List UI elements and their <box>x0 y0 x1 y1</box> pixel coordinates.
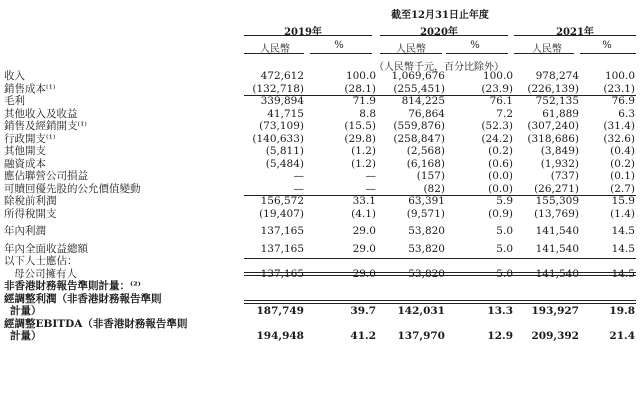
amount-cell: (9,571) <box>406 207 445 220</box>
table-row <box>4 170 635 183</box>
amount-cell: (307,240) <box>527 120 579 132</box>
year-header-row <box>0 22 640 36</box>
percent-cell: (23.9) <box>481 82 513 95</box>
amount-cell: — <box>293 182 304 195</box>
amount-cell: 137,165 <box>260 267 304 280</box>
amount-cell: (255,451) <box>393 82 445 95</box>
percent-cell: 29.0 <box>352 242 376 255</box>
percent-cell: 13.3 <box>487 305 513 317</box>
percent-cell <box>445 280 513 293</box>
unit-underline <box>580 53 636 54</box>
row-label: 除稅前利潤 <box>4 195 57 207</box>
percent-cell: (1.2) <box>351 145 376 157</box>
row-label: 收入 <box>4 70 25 82</box>
amount-cell: (2,568) <box>406 145 445 157</box>
table-row <box>4 70 635 83</box>
row-label: 可贖回優先股的公允價值變動 <box>4 182 141 195</box>
percent-cell: (2.7) <box>610 182 635 195</box>
percent-cell: 100.0 <box>604 70 635 82</box>
amount-cell: 194,948 <box>256 330 304 342</box>
amount-cell: 141,540 <box>535 225 579 237</box>
percent-cell: 21.4 <box>609 330 635 342</box>
amount-cell <box>244 318 304 331</box>
total-double-rule <box>244 272 636 276</box>
amount-cell: (132,718) <box>252 82 304 95</box>
table-row <box>4 195 635 208</box>
percent-cell: (24.2) <box>481 132 513 145</box>
amount-cell <box>513 255 579 268</box>
percent-cell: (0.1) <box>610 170 635 182</box>
amount-cell: 41,715 <box>267 107 304 120</box>
percent-cell: (52.3) <box>481 120 513 132</box>
percent-cell: 29.0 <box>352 267 376 280</box>
table-row <box>4 255 635 268</box>
percent-cell: (28.1) <box>344 82 376 95</box>
percent-cell <box>579 318 635 331</box>
year-2021: 2021年 <box>556 27 594 38</box>
percent-cell: 41.2 <box>350 330 376 342</box>
amount-cell: 142,031 <box>397 305 445 317</box>
row-label: 應佔聯營公司損益 <box>4 170 88 182</box>
amount-cell <box>513 318 579 331</box>
percent-cell: 5.0 <box>496 225 513 237</box>
period-header: 截至12月31日止年度 <box>391 10 489 21</box>
amount-cell: 53,820 <box>408 225 445 237</box>
amount-cell: 472,612 <box>260 70 304 82</box>
percent-cell: 76.9 <box>611 95 635 107</box>
percent-cell <box>579 280 635 293</box>
unit-underline <box>514 53 574 54</box>
table-row <box>4 330 635 343</box>
percent-cell <box>445 318 513 331</box>
amount-cell: (82) <box>423 182 445 195</box>
percent-cell: (0.0) <box>488 170 513 182</box>
amount-cell: 187,749 <box>256 305 304 317</box>
amount-cell: (140,633) <box>252 132 304 145</box>
amount-cell: 141,540 <box>535 267 579 280</box>
subtotal-rule <box>244 195 636 196</box>
unit-currency: 人民幣 <box>396 44 426 55</box>
table-row <box>4 120 635 133</box>
percent-cell: 39.7 <box>350 305 376 317</box>
table-row <box>4 83 635 96</box>
row-label: 非香港財務報告準則計量：⁽²⁾ <box>4 280 141 292</box>
percent-cell: 19.8 <box>609 305 635 317</box>
amount-cell: (157) <box>416 170 445 182</box>
row-label: 毛利 <box>4 95 25 107</box>
percent-cell: 29.0 <box>352 225 376 237</box>
percent-cell: 76.1 <box>489 95 513 107</box>
amount-cell: (73,109) <box>259 120 304 132</box>
percent-cell: (0.2) <box>610 157 635 170</box>
percent-cell: 7.2 <box>496 107 513 120</box>
row-label: 以下人士應佔： <box>4 255 78 267</box>
amount-cell: (13,769) <box>534 207 579 220</box>
amount-cell: (5,811) <box>265 145 304 157</box>
table-row <box>4 208 635 221</box>
unit-underline <box>310 53 372 54</box>
amount-cell: 53,820 <box>408 242 445 255</box>
percent-cell: 5.9 <box>496 195 513 207</box>
amount-cell: 155,309 <box>535 195 579 207</box>
table-row <box>4 225 635 238</box>
row-label: 年內利潤 <box>4 225 46 237</box>
amount-cell: 137,165 <box>260 242 304 255</box>
unit-currency: 人民幣 <box>260 44 290 55</box>
amount-cell: — <box>293 170 304 182</box>
percent-cell: 5.0 <box>496 242 513 255</box>
row-label: 經調整利潤（非香港財務報告準則 <box>4 292 162 305</box>
percent-cell <box>579 255 635 268</box>
unit-percent: % <box>602 40 612 51</box>
percent-cell: (1.2) <box>351 157 376 170</box>
amount-cell: 61,889 <box>542 107 579 120</box>
amount-cell: 339,894 <box>260 95 304 107</box>
table-row <box>4 145 635 158</box>
percent-cell: (15.5) <box>344 120 376 132</box>
amount-cell <box>376 280 445 293</box>
percent-cell <box>304 255 376 268</box>
unit-underline <box>446 53 508 54</box>
amount-cell: 814,225 <box>401 95 445 107</box>
table-row <box>4 280 635 293</box>
amount-cell: (19,407) <box>259 207 304 220</box>
amount-cell <box>376 318 445 331</box>
year-underline <box>380 35 508 36</box>
amount-cell: 156,572 <box>260 195 304 207</box>
unit-header-row <box>0 40 640 54</box>
row-label: 行政開支⁽¹⁾ <box>4 132 56 145</box>
percent-cell <box>445 255 513 268</box>
row-label: 經調整EBITDA（非香港財務報告準則 <box>4 317 188 330</box>
amount-cell: (5,484) <box>265 157 304 170</box>
percent-cell: 14.5 <box>611 242 635 255</box>
amount-cell: 53,820 <box>408 267 445 280</box>
amount-cell: (26,271) <box>534 182 579 195</box>
percent-cell: 8.8 <box>359 107 376 120</box>
amount-cell <box>244 255 304 268</box>
table-row <box>4 183 635 196</box>
row-label: 其他開支 <box>4 145 46 157</box>
table-row <box>4 158 635 171</box>
amount-cell: 63,391 <box>408 195 445 207</box>
amount-cell: 137,165 <box>260 225 304 237</box>
row-label: 計量） <box>10 330 42 342</box>
amount-cell: 193,927 <box>531 305 579 317</box>
amount-cell <box>244 280 304 293</box>
percent-cell: (1.4) <box>610 207 635 220</box>
amount-cell: (1,932) <box>540 157 579 170</box>
percent-cell: (0.4) <box>610 145 635 157</box>
unit-percent: % <box>334 40 344 51</box>
table-row <box>4 108 635 121</box>
amount-cell: 76,864 <box>408 107 445 120</box>
percent-cell: (0.2) <box>488 145 513 157</box>
percent-cell: 100.0 <box>482 70 513 82</box>
percent-cell: 14.5 <box>611 267 635 280</box>
amount-cell: (6,168) <box>406 157 445 170</box>
year-2019: 2019年 <box>284 27 322 38</box>
percent-cell: (32.6) <box>603 132 635 145</box>
percent-cell: — <box>365 170 376 182</box>
amount-cell: (258,847) <box>393 132 445 145</box>
percent-cell: 12.9 <box>487 330 513 342</box>
amount-cell <box>513 280 579 293</box>
percent-cell: (31.4) <box>603 120 635 132</box>
table-row <box>4 243 635 256</box>
percent-cell: 6.3 <box>618 107 635 120</box>
percent-cell: 15.9 <box>611 195 635 207</box>
row-label: 年內全面收益總額 <box>4 242 88 255</box>
amount-cell: 209,392 <box>531 330 579 342</box>
row-label: 銷售成本⁽¹⁾ <box>4 82 56 95</box>
amount-cell: 978,274 <box>535 70 579 82</box>
unit-note: （人民幣千元，百分比除外） <box>374 62 504 73</box>
percent-cell: 5.0 <box>496 267 513 280</box>
percent-cell: 71.9 <box>352 95 376 107</box>
row-label: 計量） <box>10 305 42 317</box>
amount-cell: (3,849) <box>540 145 579 157</box>
percent-cell: (23.1) <box>603 82 635 95</box>
year-underline <box>244 35 372 36</box>
subtotal-rule <box>244 258 636 259</box>
percent-cell: (4.1) <box>351 207 376 220</box>
year-2020: 2020年 <box>420 27 458 38</box>
percent-cell <box>304 318 376 331</box>
table-row <box>4 133 635 146</box>
percent-cell: 14.5 <box>611 225 635 237</box>
amount-cell: (559,876) <box>393 120 445 132</box>
percent-cell: (0.6) <box>488 157 513 170</box>
percent-cell: — <box>365 182 376 195</box>
year-underline <box>514 35 636 36</box>
amount-cell: (737) <box>550 170 579 182</box>
percent-cell: (0.9) <box>488 207 513 220</box>
percent-cell <box>304 280 376 293</box>
amount-cell: (318,686) <box>527 132 579 145</box>
row-label: 母公司擁有人 <box>14 267 77 280</box>
percent-cell: 100.0 <box>345 70 376 82</box>
row-label: 銷售及經銷開支⁽¹⁾ <box>4 120 87 132</box>
amount-cell: 137,970 <box>397 330 445 342</box>
unit-percent: % <box>470 40 480 51</box>
percent-cell: 33.1 <box>352 195 376 207</box>
unit-underline <box>380 53 442 54</box>
subtotal-rule <box>244 95 636 96</box>
amount-cell <box>376 255 445 268</box>
table-row <box>4 95 635 108</box>
amount-cell: 752,135 <box>535 95 579 107</box>
row-label: 融資成本 <box>4 157 46 170</box>
row-label: 所得稅開支 <box>4 207 57 220</box>
total-double-rule <box>244 300 636 304</box>
amount-cell: 1,069,676 <box>391 70 445 82</box>
amount-cell: (226,139) <box>527 82 579 95</box>
table-row <box>4 318 635 331</box>
unit-underline <box>244 53 304 54</box>
percent-cell: (29.8) <box>344 132 376 145</box>
amount-cell: 141,540 <box>535 242 579 255</box>
table-row <box>4 305 635 318</box>
unit-currency: 人民幣 <box>532 44 562 55</box>
row-label: 其他收入及收益 <box>4 107 78 120</box>
percent-cell: (0.0) <box>488 182 513 195</box>
